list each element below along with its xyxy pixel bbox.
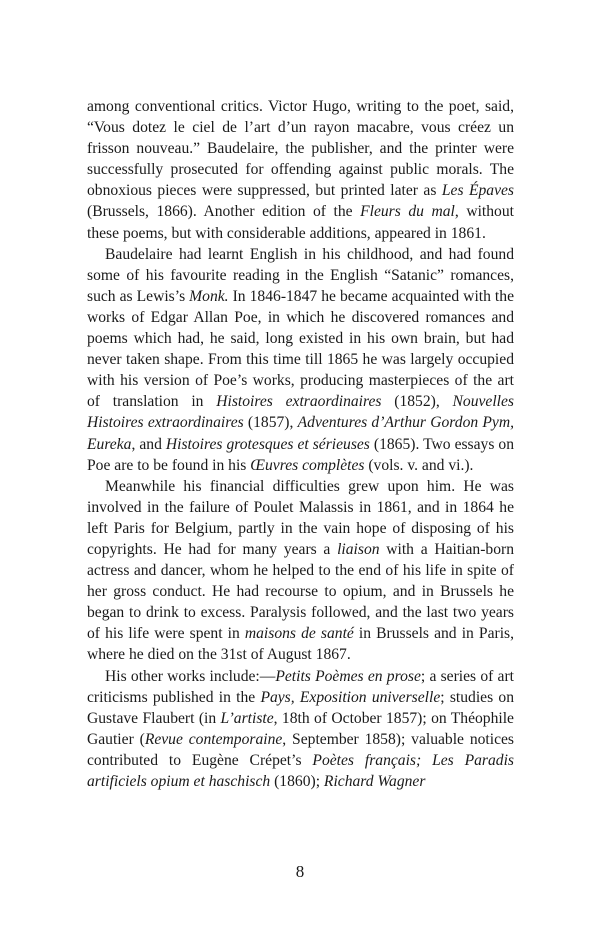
paragraph [87,476,514,666]
text-run: Meanwhile his financial difficulties grew upon him. He was involved in the failure of Poulet Malassis in 1861, and in 1864 he left Paris for Belgium, partly in the vain hope of disposing of his copyrights. He had for many years a [87,477,514,558]
text-run: , September 1858); valuable notices contributed to Eugène Crépet’s [87,730,514,769]
italic-text: Histoires extraordinaires [216,393,382,411]
text-run: among conventional critics. Victor Hugo, writing to the poet, said, “Vous dotez le ciel de l’art d’un rayon macabre, vous créez un frisson nouveau.” Baudelaire, the publisher, and the printer were successfully prosecuted for offending against public morals. The obnoxious pieces were suppressed, but printed later as [87,98,514,200]
paragraph [87,666,514,793]
text-run: (Brussels, 1866). Another edition of the [87,203,361,221]
italic-text: Œuvres complètes [250,456,365,474]
text-run: (1857), [243,414,298,432]
italic-text: Pays, Exposition universelle [260,688,441,706]
text-run: with a Haitian-born actress and dancer, whom he helped to the end of his life in spite of her gross conduct. He had recourse to opium, and in Brussels he began to drink to excess. Paralysis followed, and the last two years of his life were spent in [87,540,515,643]
text-run: (1860); [270,773,324,790]
italic-text: Richard Wagner [323,773,426,790]
text-run: ; studies on Gustave Flaubert (in [87,688,515,727]
text-run: ; a series of art criticisms published in the [87,667,515,706]
text-run: (vols. v. and vi.). [364,456,474,474]
italic-text: Nouvelles Histoires extraordinaires [87,393,514,432]
page-body [87,96,514,792]
italic-text: maisons de santé [244,625,354,643]
italic-text: Adventures d’Arthur Gordon Pym, Eureka [87,414,514,453]
italic-text: Fleurs du mal [360,203,455,221]
text-run: , and [131,435,166,453]
italic-text: L’artiste [220,709,274,727]
italic-text: Les Épaves [441,182,514,200]
paragraph [87,96,514,244]
page-number: 8 [295,862,305,881]
text-run: , 18th of October 1857); on Théophile Gautier ( [87,709,514,748]
italic-text: Histoires grotesques et sérieuses [165,435,370,453]
text-run: In 1846-1847 he became acquainted with the works of Edgar Allan Poe, in which he discovered romances and poems which had, he said, long existed in his own brain, but had never taken shape. From this time till 1865 he was largely occupied with his version of Poe’s works, producing masterpieces of the art of translation in [87,287,514,411]
text-run: , without these poems, but with considerable additions, appeared in 1861. [87,203,514,242]
text-run: His other works include:— [105,667,276,685]
italic-text: Petits Poèmes en prose [275,667,421,685]
italic-text: Revue contemporaine [144,730,283,748]
text-run: Baudelaire had learnt English in his childhood, and had found some of his favourite reading in the English “Satanic” romances, such as Lewis’s [87,245,514,305]
text-run: (1852), [381,393,453,411]
paragraph [87,244,514,476]
text-run: in Brussels and in Paris, where he died on the 31st of August 1867. [87,625,515,664]
italic-text: Monk. [189,287,229,305]
italic-text: Poètes français; Les Paradis artificiels opium et haschisch [87,751,514,790]
italic-text: liaison [337,540,380,558]
text-run: (1865). Two essays on Poe are to be found in his [87,435,515,474]
